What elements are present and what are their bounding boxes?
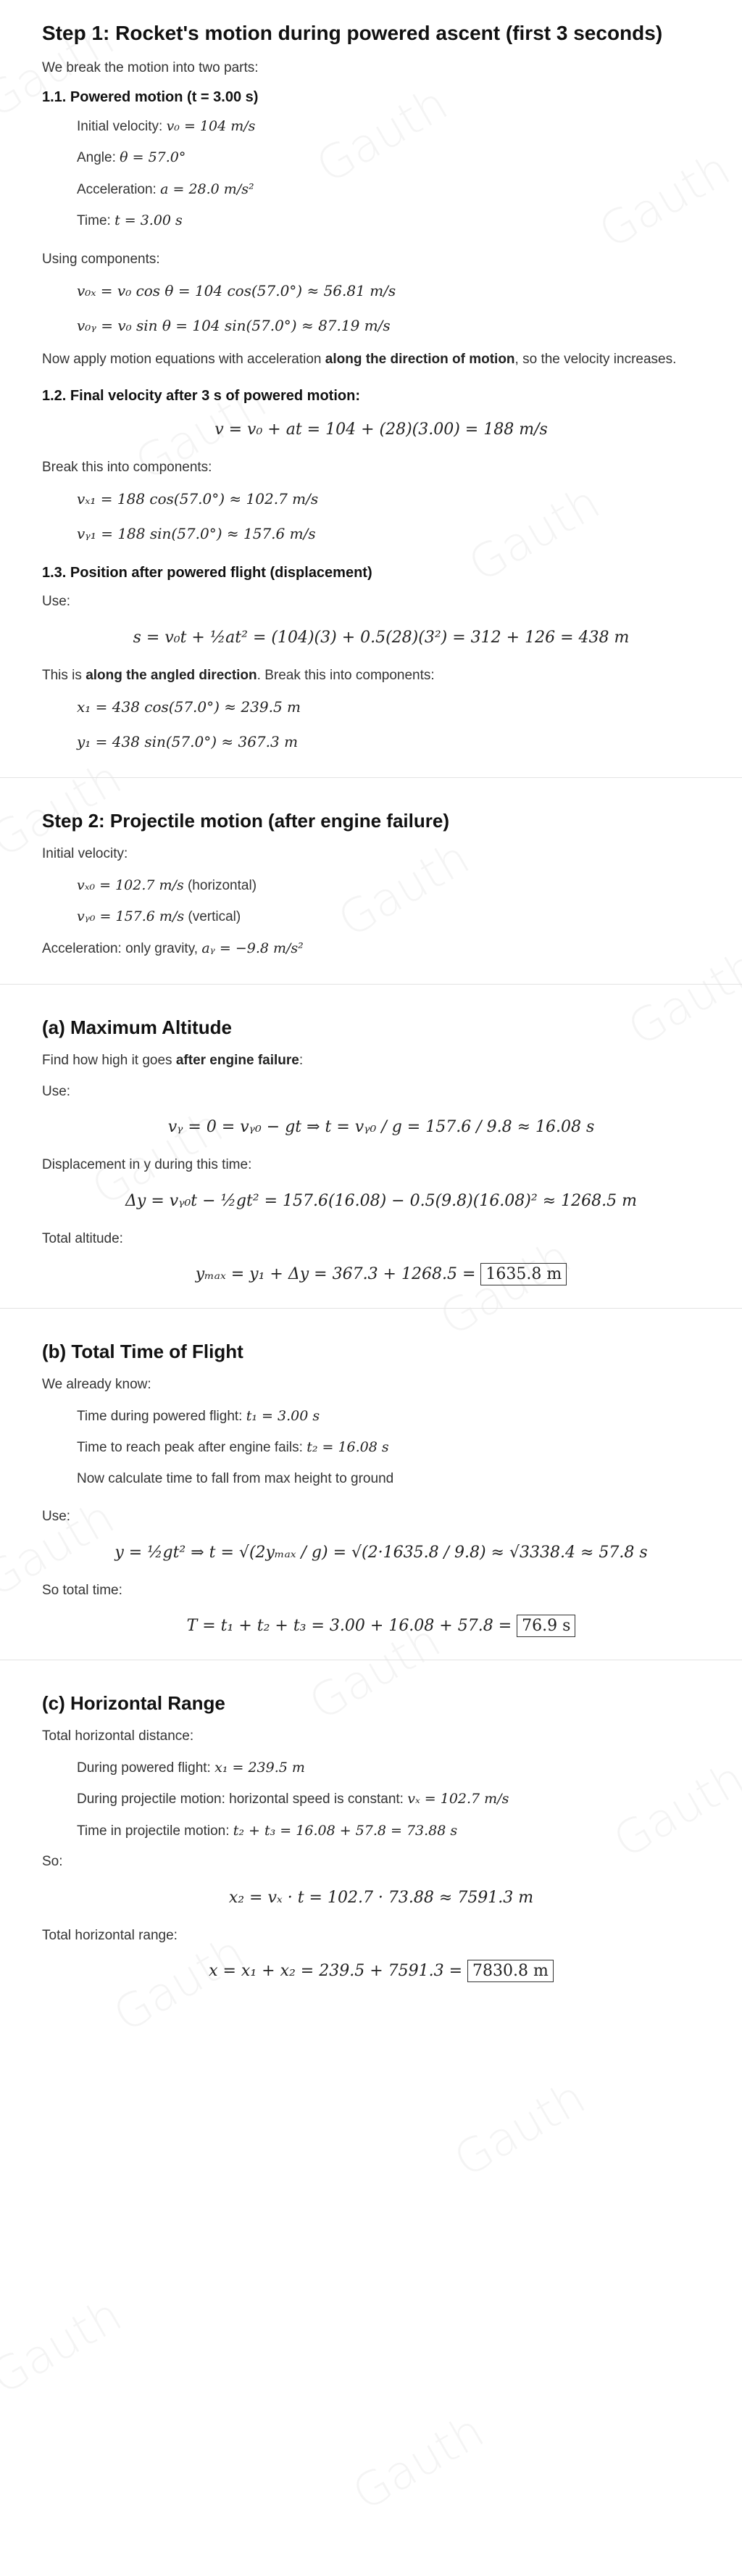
x1-equation: x₁ = 438 cos(57.0°) ≈ 239.5 m	[77, 698, 301, 716]
total-altitude-label: Total altitude:	[42, 1230, 123, 1246]
use-label: Use:	[42, 594, 71, 609]
apply-text-bold: along the direction of motion	[325, 352, 515, 367]
vx0-note: (horizontal)	[187, 877, 257, 893]
initial-velocity-label: Initial velocity:	[77, 118, 163, 134]
v0y-equation: v₀ᵧ = v₀ sin θ = 104 sin(57.0°) ≈ 87.19 m/s	[77, 317, 391, 334]
section-1-1-title: 1.1. Powered motion (t = 3.00 s)	[42, 88, 259, 105]
projectile-time-label: Time in projectile motion:	[77, 1823, 230, 1839]
watermark	[0, 2288, 130, 2406]
vy1-equation: vᵧ₁ = 188 sin(57.0°) ≈ 157.6 m/s	[77, 525, 316, 542]
time-label: Time:	[77, 213, 111, 228]
find-text-post: :	[299, 1053, 304, 1068]
section-divider	[0, 777, 742, 778]
peak-time-equation: vᵧ = 0 = vᵧ₀ − gt ⇒ t = vᵧ₀ / g = 157.6 / 9.8 ≈ 16.08 s	[167, 1118, 595, 1136]
angled-direction-text	[42, 666, 720, 687]
projectile-speed-label: During projectile motion: horizontal speed is constant:	[77, 1792, 404, 1807]
angled-text-pre: This is	[42, 667, 86, 683]
x2-equation: x₂ = vₓ · t = 102.7 · 73.88 ≈ 7591.3 m	[228, 1888, 534, 1907]
step2-section	[42, 810, 720, 959]
acceleration-label: Acceleration:	[77, 181, 157, 197]
vx0-row	[42, 875, 720, 897]
so-label: So:	[42, 1854, 63, 1869]
angle-row	[42, 147, 720, 169]
vy0-row	[42, 906, 720, 928]
angled-text-bold: along the angled direction	[86, 667, 257, 683]
displacement-label: Displacement in y during this time:	[42, 1157, 252, 1172]
displacement-equation: s = v₀t + ½at² = (104)(3) + 0.5(28)(3²) = 312 + 126 = 438 m	[133, 628, 630, 647]
part-c-section	[42, 1692, 720, 1980]
final-velocity-equation: v = v₀ + at = 104 + (28)(3.00) = 188 m/s	[214, 420, 548, 439]
total-distance-label: Total horizontal distance:	[42, 1728, 194, 1744]
total-time-expression: T = t₁ + t₂ + t₃ = 3.00 + 16.08 + 57.8 =	[186, 1617, 512, 1635]
vy0-value: vᵧ₀ = 157.6 m/s	[77, 908, 185, 924]
t1-value: t₁ = 3.00 s	[246, 1407, 320, 1424]
t2-row	[42, 1437, 720, 1459]
find-text-bold: after engine failure	[175, 1053, 299, 1068]
fall-time-text: Now calculate time to fall from max height to ground	[77, 1470, 394, 1486]
max-altitude-answer: 1635.8 m	[480, 1263, 567, 1285]
initial-velocity-value: v₀ = 104 m/s	[166, 117, 256, 134]
step1-section	[42, 22, 720, 753]
t2-value: t₂ = 16.08 s	[307, 1439, 389, 1455]
total-time-equation	[42, 1617, 720, 1635]
vx0-value: vₓ₀ = 102.7 m/s	[77, 877, 184, 893]
max-altitude-equation	[42, 1265, 720, 1283]
angle-value: θ = 57.0°	[120, 149, 186, 165]
max-altitude-expression: yₘₐₓ = y₁ + Δy = 367.3 + 1268.5 =	[195, 1265, 476, 1283]
gravity-label: Acceleration: only gravity,	[42, 940, 199, 956]
step1-intro: We break the motion into two parts:	[42, 60, 259, 75]
fall-time-equation: y = ½gt² ⇒ t = √(2yₘₐₓ / g) = √(2·1635.8 / 9.8) ≈ √3338.4 ≈ 57.8 s	[114, 1543, 648, 1562]
gravity-value: aᵧ = −9.8 m/s²	[201, 940, 304, 956]
step2-title: Step 2: Projectile motion (after engine failure)	[42, 810, 449, 832]
part-b-section	[42, 1341, 720, 1635]
section-divider	[0, 984, 742, 985]
find-text-pre: Find how high it goes	[42, 1053, 176, 1068]
total-time-label: So total time:	[42, 1582, 122, 1598]
acceleration-value: a = 28.0 m/s²	[160, 181, 254, 197]
use-label: Use:	[42, 1083, 71, 1099]
angle-label: Angle:	[77, 150, 116, 165]
t1-row	[42, 1406, 720, 1428]
components-label: Using components:	[42, 251, 160, 267]
part-a-title: (a) Maximum Altitude	[42, 1016, 232, 1038]
powered-distance-label: During powered flight:	[77, 1760, 211, 1776]
already-know-text: We already know:	[42, 1377, 151, 1392]
part-c-title: (c) Horizontal Range	[42, 1692, 225, 1714]
apply-text-post: , so the velocity increases.	[514, 352, 677, 367]
projectile-time-row	[42, 1821, 720, 1842]
time-value: t = 3.00 s	[114, 212, 183, 228]
range-equation	[42, 1962, 720, 1980]
watermark	[446, 2071, 595, 2188]
watermark	[344, 2404, 493, 2522]
projectile-speed-value: vₓ = 102.7 m/s	[407, 1791, 509, 1807]
section-1-2-title: 1.2. Final velocity after 3 s of powered motion:	[42, 387, 360, 404]
projectile-speed-row	[42, 1789, 720, 1810]
angled-text-post: . Break this into components:	[257, 667, 435, 683]
use-label: Use:	[42, 1509, 71, 1524]
range-expression: x = x₁ + x₂ = 239.5 + 7591.3 =	[209, 1962, 463, 1980]
range-label: Total horizontal range:	[42, 1927, 178, 1943]
find-height-text	[42, 1051, 720, 1072]
apply-motion-text	[42, 349, 720, 370]
t1-label: Time during powered flight:	[77, 1408, 243, 1424]
apply-text-pre: Now apply motion equations with acceleration	[42, 352, 325, 367]
t2-label: Time to reach peak after engine fails:	[77, 1440, 303, 1455]
break-components-text: Break this into components:	[42, 459, 212, 475]
part-a-section	[42, 1016, 720, 1283]
v0x-equation: v₀ₓ = v₀ cos θ = 104 cos(57.0°) ≈ 56.81 m/s	[77, 282, 396, 299]
y1-equation: y₁ = 438 sin(57.0°) ≈ 367.3 m	[77, 733, 299, 750]
delta-y-equation: Δy = vᵧ₀t − ½gt² = 157.6(16.08) − 0.5(9.8)(16.08)² ≈ 1268.5 m	[125, 1191, 637, 1210]
powered-distance-value: x₁ = 239.5 m	[214, 1759, 305, 1776]
total-time-answer: 76.9 s	[517, 1615, 575, 1637]
projectile-time-value: t₂ + t₃ = 16.08 + 57.8 = 73.88 s	[233, 1822, 458, 1839]
range-answer: 7830.8 m	[467, 1960, 554, 1982]
part-b-title: (b) Total Time of Flight	[42, 1341, 243, 1362]
vx1-equation: vₓ₁ = 188 cos(57.0°) ≈ 102.7 m/s	[77, 490, 319, 508]
vy0-note: (vertical)	[188, 909, 241, 924]
initial-velocity-text: Initial velocity:	[42, 846, 128, 861]
gravity-row	[42, 938, 720, 960]
step1-title: Step 1: Rocket's motion during powered ascent (first 3 seconds)	[42, 22, 663, 44]
section-divider	[0, 1308, 742, 1309]
initial-velocity-row	[42, 116, 720, 138]
acceleration-row	[42, 179, 720, 201]
time-row	[42, 210, 720, 232]
powered-distance-row	[42, 1757, 720, 1779]
section-1-3-title: 1.3. Position after powered flight (displacement)	[42, 565, 372, 581]
